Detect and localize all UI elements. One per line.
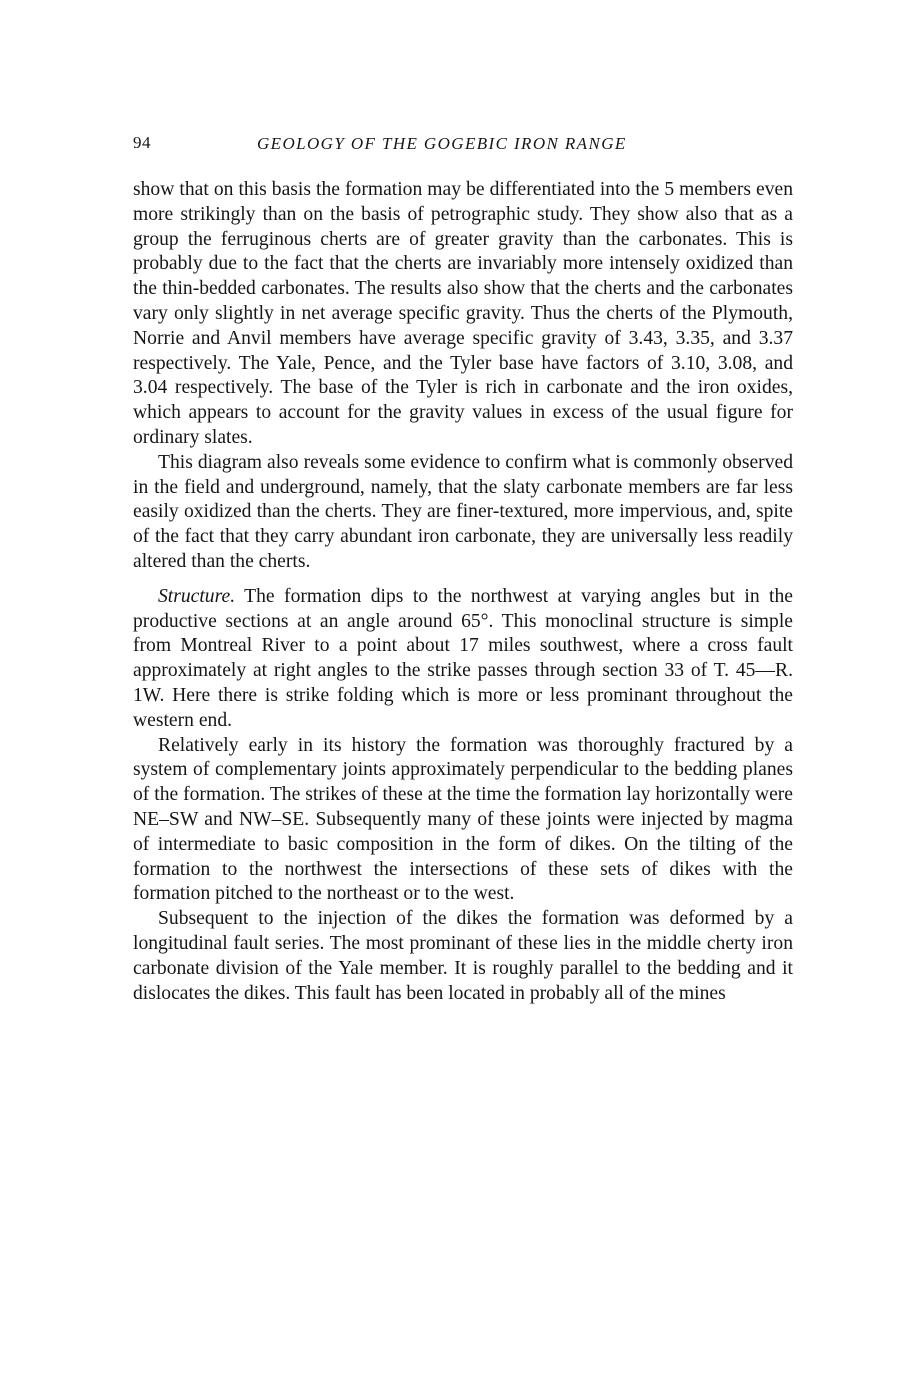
paragraph-text: Subsequent to the injection of the dikes the formation was deformed by a longitudinal fault series. The most prominant of these lies in the middle cherty iron carbonate division of the Yale member. It is roughly parallel to the bedding and it dislocates the dikes. This fault has been located in probably all of the mines bbox=[133, 908, 793, 1004]
paragraph-text: The formation dips to the northwest at varying angles but in the productive sections at an angle around 65°. This monoclinal structure is simple from Montreal River to a point about 17 miles southwest, where a cross fault approximately at right angles to the strike passes through section 33 of T. 45—R. 1W. Here there is strike folding which is more or less prominant throughout the western end. bbox=[133, 585, 793, 731]
paragraph-specific-gravity bbox=[133, 178, 793, 451]
page-number: 94 bbox=[133, 133, 151, 152]
paragraph-fault-series bbox=[133, 907, 793, 1006]
paragraph-text: Relatively early in its history the formation was thoroughly fractured by a system of complementary joints approximately perpendicular to the bedding planes of the formation. The strikes of these at the time the formation lay horizontally were NE–SW and NW–SE. Subsequently many of these joints were injected by magma of intermediate to basic composition in the form of dikes. On the tilting of the formation to the northwest the intersections of these sets of dikes with the formation pitched to the northeast or to the west. bbox=[133, 734, 793, 905]
paragraph-text: This diagram also reveals some evidence to confirm what is commonly observed in the field and underground, namely, that the slaty carbonate members are far less easily oxidized than the cherts. They are finer-textured, more impervious, and, spite of the fact that they carry abundant iron carbonate, they are universally less readily altered than the cherts. bbox=[133, 451, 793, 572]
paragraph-oxidation-evidence bbox=[133, 451, 793, 575]
paragraph-structure bbox=[133, 585, 793, 734]
paragraph-joints-and-dikes bbox=[133, 734, 793, 908]
section-run-in-heading: Structure. bbox=[158, 585, 236, 607]
running-head: GEOLOGY OF THE GOGEBIC IRON RANGE bbox=[257, 134, 627, 153]
body-text bbox=[133, 178, 793, 1006]
paragraph-text: show that on this basis the formation may be differentiated into the 5 members even more strikingly than on the basis of petrographic study. They show also that as a group the ferruginous cherts are of greater gravity than the carbonates. This is probably due to the fact that the cherts are invariably more intensely oxidized than the thin-bedded carbonates. The results also show that the cherts and the carbonates vary only slightly in net average specific gravity. Thus the cherts of the Plymouth, Norrie and Anvil members have average specific gravity of 3.43, 3.35, and 3.37 respectively. The Yale, Pence, and the Tyler base have factors of 3.10, 3.08, and 3.04 respectively. The base of the Tyler is rich in carbonate and the iron oxides, which appears to account for the gravity values in excess of the usual figure for ordinary slates. bbox=[133, 179, 793, 448]
page-header bbox=[133, 133, 793, 159]
